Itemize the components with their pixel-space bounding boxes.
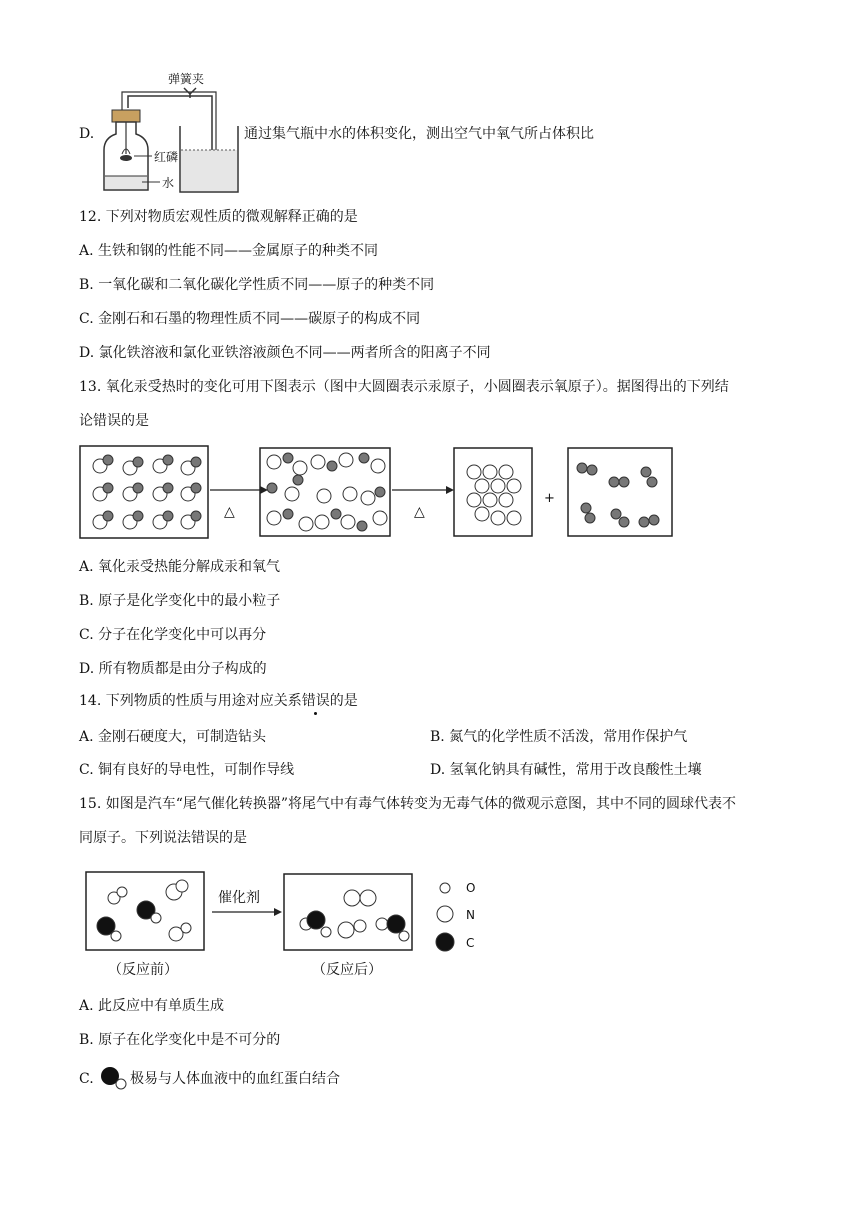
mercury-oxide-figure [78, 444, 678, 542]
heat-symbol-1: △ [224, 504, 235, 520]
catalyst-label: 催化剂 [218, 890, 260, 906]
plus-sign: + [544, 491, 555, 506]
co-molecule-icon [99, 1064, 129, 1092]
q14-stem-suffix: 的是 [329, 693, 358, 709]
q14-stem-prefix: 14. 下列物质的性质与用途对应关系 [79, 693, 302, 709]
q13-option-c: C. 分子在化学变化中可以再分 [79, 627, 267, 643]
q12-option-b: B. 一氧化碳和二氧化碳化学性质不同——原子的种类不同 [79, 277, 435, 293]
apparatus-figure [98, 68, 244, 196]
legend-o: O [466, 881, 476, 895]
q13-option-d: D. 所有物质都是由分子构成的 [79, 661, 267, 677]
q15-stem-line1: 15. 如图是汽车“尾气催化转换器”将尾气中有毒气体转变为无毒气体的微观示意图，其中不同的圆球代表不 [79, 796, 737, 812]
q15-option-a: A. 此反应中有单质生成 [79, 998, 225, 1014]
q13-option-a: A. 氧化汞受热能分解成汞和氧气 [79, 559, 281, 575]
q15-option-c-text: 极易与人体血液中的血红蛋白结合 [130, 1071, 340, 1087]
water-label: 水 [162, 176, 175, 190]
q12-option-d: D. 氯化铁溶液和氯化亚铁溶液颜色不同——两者所含的阳离子不同 [79, 345, 491, 361]
q12-option-a: A. 生铁和钢的性能不同——金属原子的种类不同 [79, 243, 379, 259]
heat-symbol-2: △ [414, 504, 425, 520]
q15-stem-line2: 同原子。下列说法错误的是 [79, 830, 247, 846]
q14-option-b: B. 氮气的化学性质不活泼，常用作保护气 [430, 729, 688, 745]
q12-option-c: C. 金刚石和石墨的物理性质不同——碳原子的构成不同 [79, 311, 421, 327]
clip-label: 弹簧夹 [168, 72, 205, 86]
q14-option-d: D. 氢氧化钠具有碱性，常用于改良酸性土壤 [430, 762, 702, 778]
q15-option-c-letter: C. [79, 1071, 94, 1087]
after-label: （反应后） [312, 962, 382, 978]
q11-option-d-letter: D. [79, 126, 95, 142]
q13-option-b: B. 原子是化学变化中的最小粒子 [79, 593, 281, 609]
before-label: （反应前） [108, 962, 178, 978]
q14-option-c: C. 铜有良好的导电性，可制作导线 [79, 762, 295, 778]
q13-stem-line1: 13. 氧化汞受热时的变化可用下图表示（图中大圆圈表示汞原子，小圆圈表示氧原子）。据图得出的下列结 [79, 379, 729, 395]
q11-option-d-text: 通过集气瓶中水的体积变化，测出空气中氧气所占体积比 [244, 126, 594, 142]
legend-c: C [466, 936, 475, 950]
q14-option-a: A. 金刚石硬度大，可制造钻头 [79, 729, 267, 745]
q12-stem: 12. 下列对物质宏观性质的微观解释正确的是 [79, 209, 358, 225]
q14-stem [79, 691, 358, 711]
q14-stem-emphasis: 错误 [301, 693, 330, 709]
phosphorus-label: 红磷 [154, 150, 179, 164]
legend-n: N [466, 908, 475, 922]
q15-option-b: B. 原子在化学变化中是不可分的 [79, 1032, 281, 1048]
q13-stem-line2: 论错误的是 [79, 413, 149, 429]
catalytic-converter-figure [80, 864, 490, 982]
